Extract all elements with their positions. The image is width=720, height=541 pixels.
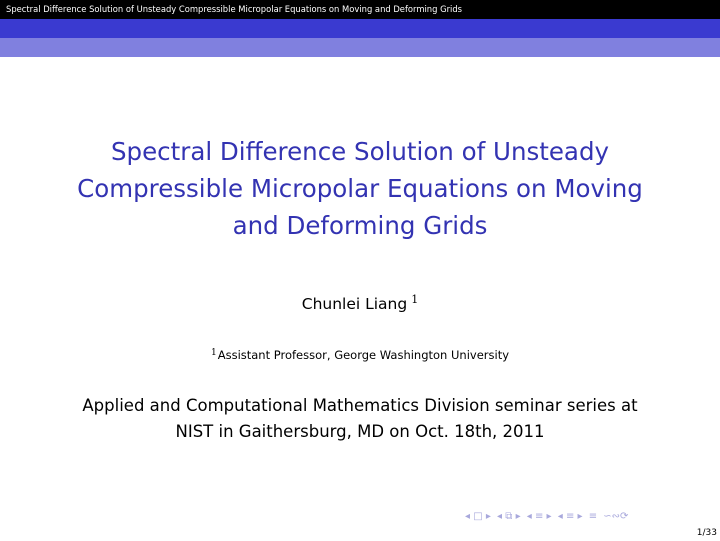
running-title: Spectral Difference Solution of Unsteady Compressible Micropolar Equations on Moving and Deforming Grids	[6, 4, 463, 14]
page-number: 1/33	[696, 528, 717, 538]
event-description: Applied and Computational Mathematics Division seminar series at NIST in Gaithersburg, MD on Oct. 18th, 2011	[82, 396, 638, 441]
author-name: Chunlei Liang	[301, 295, 408, 313]
nav-first-icon[interactable]: ◂ □ ▸	[465, 511, 491, 522]
header-bar	[0, 0, 720, 19]
header-band-light	[0, 38, 720, 57]
author-footnote-mark: 1	[411, 293, 419, 306]
nav-align-icon[interactable]: ≡	[588, 511, 598, 522]
header-band-dark	[0, 19, 720, 38]
affiliation-line	[0, 343, 720, 365]
affiliation-text: Assistant Professor, George Washington University	[217, 348, 510, 362]
beamer-navigation	[465, 509, 631, 525]
author-line	[0, 289, 720, 315]
nav-prev-frame-icon[interactable]: ◂ ⧉ ▸	[497, 511, 521, 522]
slide-title: Spectral Difference Solution of Unsteady Compressible Micropolar Equations on Moving and Deforming Grids	[77, 137, 643, 240]
nav-section-icon[interactable]: ◂ ≡ ▸	[526, 511, 552, 522]
affiliation-footnote-mark: 1	[210, 348, 217, 358]
nav-search-icon[interactable]: ∽∾⟳	[603, 511, 629, 522]
nav-subsection-icon[interactable]: ◂ ≡ ▸	[557, 511, 583, 522]
